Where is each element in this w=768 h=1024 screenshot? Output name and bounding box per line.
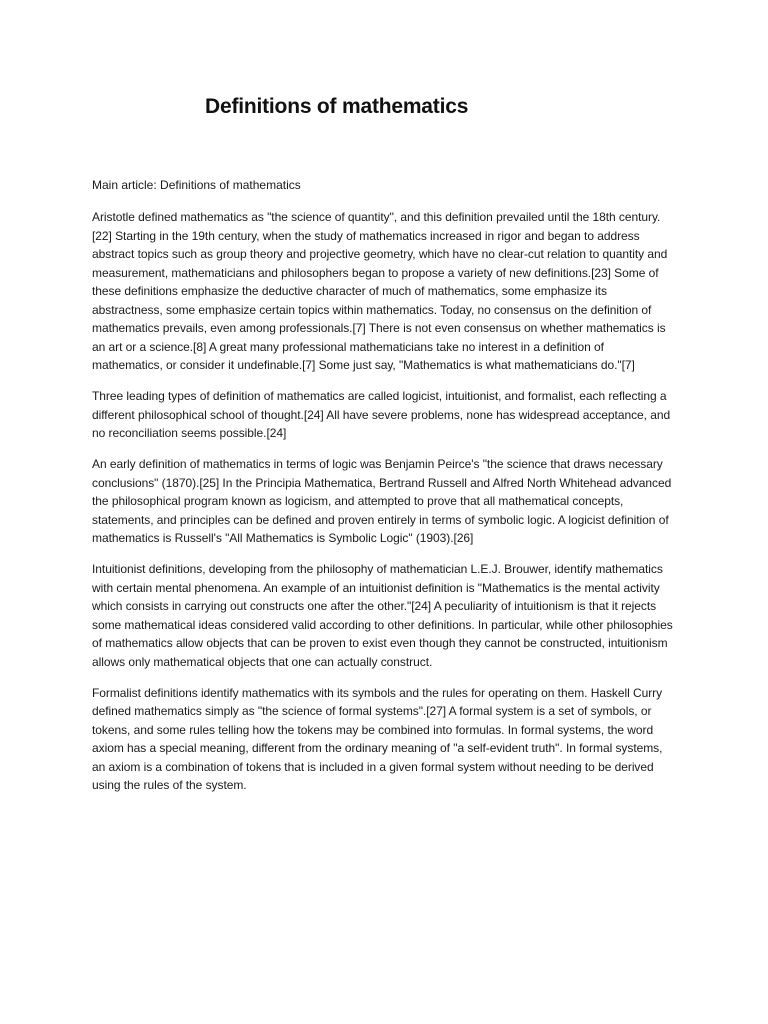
main-article-note: Main article: Definitions of mathematics (92, 178, 301, 192)
paragraph-intuitionist: Intuitionist definitions, developing from the philosophy of mathematician L.E.J. Brouwer, identify mathematics with certain mental phenomena. An example of an intuitionist definition is "Mathematics is the mental activity which consists in carrying out constructs one after the other."[24] A peculiarity of intuitionism is that it rejects some mathematical ideas considered valid according to other definitions. In particular, while other philosophies of mathematics allow objects that can be proven to exist even though they cannot be constructed, intuitionism allows only mathematical objects that one can actually construct. (92, 562, 673, 669)
paragraph-leading-types: Three leading types of definition of mathematics are called logicist, intuitionist, and formalist, each reflecting a different philosophical school of thought.[24] All have severe problems, none has widespread acceptance, and no reconciliation seems possible.[24] (92, 389, 671, 440)
page-title: Definitions of mathematics (205, 95, 469, 118)
document-body (92, 208, 676, 807)
paragraph-aristotle: Aristotle defined mathematics as "the science of quantity", and this definition prevailed until the 18th century.[22] Starting in the 19th century, when the study of mathematics increased in rigor and began to address abstract topics such as group theory and projective geometry, which have no clear-cut relation to quantity and measurement, mathematicians and philosophers began to propose a variety of new definitions.[23] Some of these definitions emphasize the deductive character of much of mathematics, some emphasize its abstractness, some emphasize certain topics within mathematics. Today, no consensus on the definition of mathematics prevails, even among professionals.[7] There is not even consensus on whether mathematics is an art or a science.[8] A great many professional mathematicians take no interest in a definition of mathematics, or consider it undefinable.[7] Some just say, "Mathematics is what mathematicians do."[7] (92, 210, 668, 372)
paragraph-logicist: An early definition of mathematics in terms of logic was Benjamin Peirce's "the science that draws necessary conclusions" (1870).[25] In the Principia Mathematica, Bertrand Russell and Alfred North Whitehead advanced the philosophical program known as logicism, and attempted to prove that all mathematical concepts, statements, and principles can be defined and proven entirely in terms of symbolic logic. A logicist definition of mathematics is Russell's "All Mathematics is Symbolic Logic" (1903).[26] (92, 457, 672, 545)
paragraph-formalist: Formalist definitions identify mathematics with its symbols and the rules for operating on them. Haskell Curry defined mathematics simply as "the science of formal systems".[27] A formal system is a set of symbols, or tokens, and some rules telling how the tokens may be combined into formulas. In formal systems, the word axiom has a special meaning, different from the ordinary meaning of "a self-evident truth". In formal systems, an axiom is a combination of tokens that is included in a given formal system without needing to be derived using the rules of the system. (92, 685, 663, 792)
